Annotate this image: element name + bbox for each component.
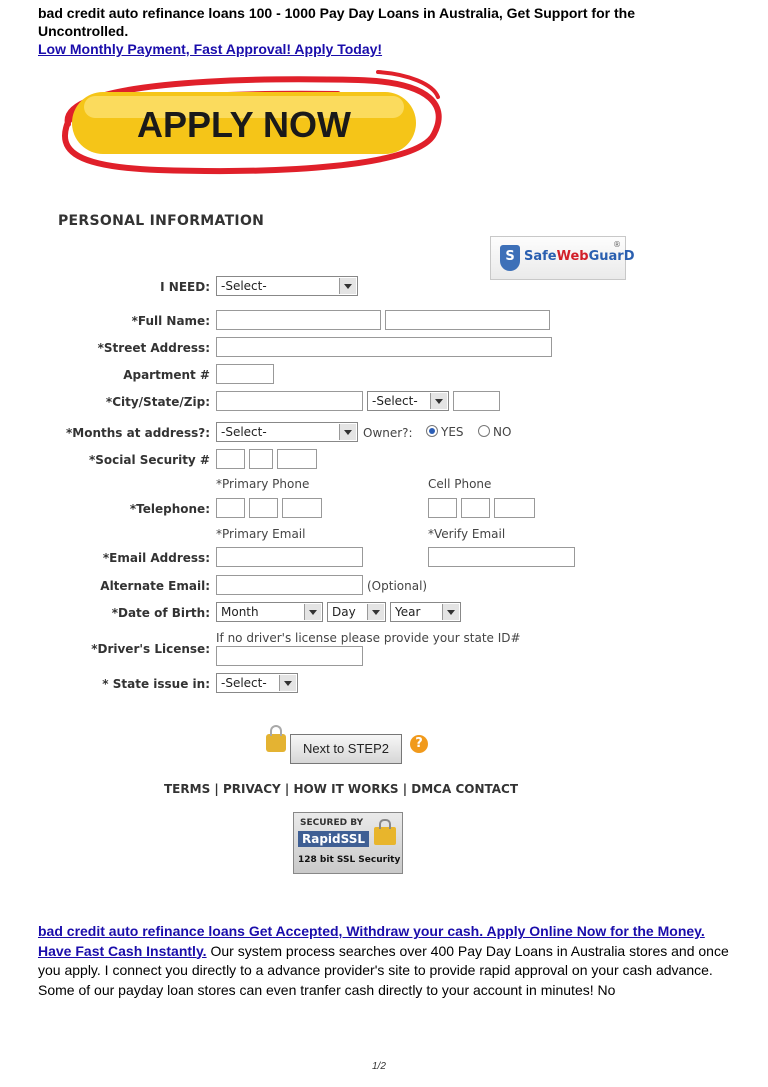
cell-line-input[interactable] xyxy=(494,498,535,518)
zip-input[interactable] xyxy=(453,391,500,411)
radio-unchecked-icon[interactable] xyxy=(478,425,490,437)
license-input[interactable] xyxy=(216,646,363,666)
cell-area-input[interactable] xyxy=(428,498,457,518)
email-input[interactable] xyxy=(216,547,363,567)
city-input[interactable] xyxy=(216,391,363,411)
verify-email-input[interactable] xyxy=(428,547,575,567)
chevron-down-icon xyxy=(304,604,321,620)
dob-day-select[interactable]: Day xyxy=(327,602,386,622)
owner-label: Owner?: xyxy=(363,426,413,440)
street-input[interactable] xyxy=(216,337,552,357)
seal-text: SafeWebGuarD xyxy=(524,249,635,264)
dob-label: *Date of Birth: xyxy=(111,606,210,620)
optional-hint: (Optional) xyxy=(367,579,428,593)
cell-prefix-input[interactable] xyxy=(461,498,490,518)
ssn-part2-input[interactable] xyxy=(249,449,273,469)
rapidssl-badge[interactable] xyxy=(293,812,403,874)
bottom-paragraph xyxy=(38,922,730,1000)
apartment-input[interactable] xyxy=(216,364,274,384)
safewebguard-seal[interactable] xyxy=(490,236,635,280)
full-name-label: *Full Name: xyxy=(131,314,210,328)
lock-icon xyxy=(266,734,286,752)
months-select[interactable]: -Select- xyxy=(216,422,358,442)
help-icon[interactable]: ? xyxy=(410,735,428,753)
verify-email-hint: *Verify Email xyxy=(428,527,506,541)
email-label: *Email Address: xyxy=(102,551,210,565)
chevron-down-icon xyxy=(367,604,384,620)
ssl-secured-by: SECURED BY xyxy=(300,818,364,828)
alt-email-label: Alternate Email: xyxy=(100,579,210,593)
phone-prefix-input[interactable] xyxy=(249,498,278,518)
chevron-down-icon xyxy=(279,675,296,691)
license-label: *Driver's License: xyxy=(91,642,210,656)
registered-mark: ® xyxy=(613,240,621,249)
dob-year-select[interactable]: Year xyxy=(390,602,461,622)
chevron-down-icon xyxy=(442,604,459,620)
padlock-icon xyxy=(374,827,396,845)
bottom-apply-link[interactable]: bad credit auto refinance loans Get Accepted, Withdraw your cash. Apply Online Now for the Money. Have Fast Cash Instantly. xyxy=(38,923,705,959)
last-name-input[interactable] xyxy=(385,310,550,330)
months-label: *Months at address?: xyxy=(66,426,210,440)
alt-email-input[interactable] xyxy=(216,575,363,595)
shield-icon: S xyxy=(500,245,520,271)
telephone-label: *Telephone: xyxy=(129,502,210,516)
phone-area-input[interactable] xyxy=(216,498,245,518)
page-number: 1/2 xyxy=(372,1061,386,1072)
chevron-down-icon xyxy=(430,393,447,409)
ssn-label: *Social Security # xyxy=(88,453,210,467)
ssn-part1-input[interactable] xyxy=(216,449,245,469)
primary-email-hint: *Primary Email xyxy=(216,527,306,541)
state-select[interactable]: -Select- xyxy=(367,391,449,411)
license-note: If no driver's license please provide your state ID# xyxy=(216,631,521,645)
bottom-text: Our system process searches over 400 Pay Day Loans in Australia stores and once you apply. I connect you directly to a advance provider's site to provide rapid approval on your cash advance. Some of our payday loan stores can even tranfer cash directly to your account in minutes! No xyxy=(38,942,729,998)
chevron-down-icon xyxy=(339,278,356,294)
footer-links[interactable]: TERMS | PRIVACY | HOW IT WORKS | DMCA CONTACT xyxy=(164,782,519,796)
dob-month-select[interactable]: Month xyxy=(216,602,323,622)
phone-line-input[interactable] xyxy=(282,498,322,518)
apply-now-banner[interactable] xyxy=(38,62,448,180)
apply-now-text: APPLY NOW xyxy=(136,104,352,145)
state-issue-select[interactable]: -Select- xyxy=(216,673,298,693)
primary-phone-hint: *Primary Phone xyxy=(216,477,310,491)
need-select[interactable]: -Select- xyxy=(216,276,358,296)
radio-checked-icon[interactable] xyxy=(426,425,438,437)
owner-yes-option[interactable]: YES xyxy=(426,425,464,439)
owner-no-option[interactable]: NO xyxy=(478,425,511,439)
chevron-down-icon xyxy=(339,424,356,440)
page-heading: bad credit auto refinance loans 100 - 1000 Pay Day Loans in Australia, Get Support for the Uncontrolled. xyxy=(38,5,635,39)
apartment-label: Apartment # xyxy=(123,368,210,382)
street-label: *Street Address: xyxy=(97,341,210,355)
ssl-strength: 128 bit SSL Security xyxy=(298,855,401,865)
city-state-zip-label: *City/State/Zip: xyxy=(105,395,210,409)
state-issue-label: * State issue in: xyxy=(102,677,210,691)
apply-today-link[interactable]: Low Monthly Payment, Fast Approval! Apply Today! xyxy=(38,41,383,57)
section-title: PERSONAL INFORMATION xyxy=(58,213,265,229)
need-label: I NEED: xyxy=(160,280,210,294)
personal-info-form xyxy=(40,200,660,890)
next-step-button[interactable]: Next to STEP2 xyxy=(290,734,402,764)
cell-phone-hint: Cell Phone xyxy=(428,477,492,491)
ssn-part3-input[interactable] xyxy=(277,449,317,469)
first-name-input[interactable] xyxy=(216,310,381,330)
ssl-brand: RapidSSL xyxy=(298,831,369,847)
